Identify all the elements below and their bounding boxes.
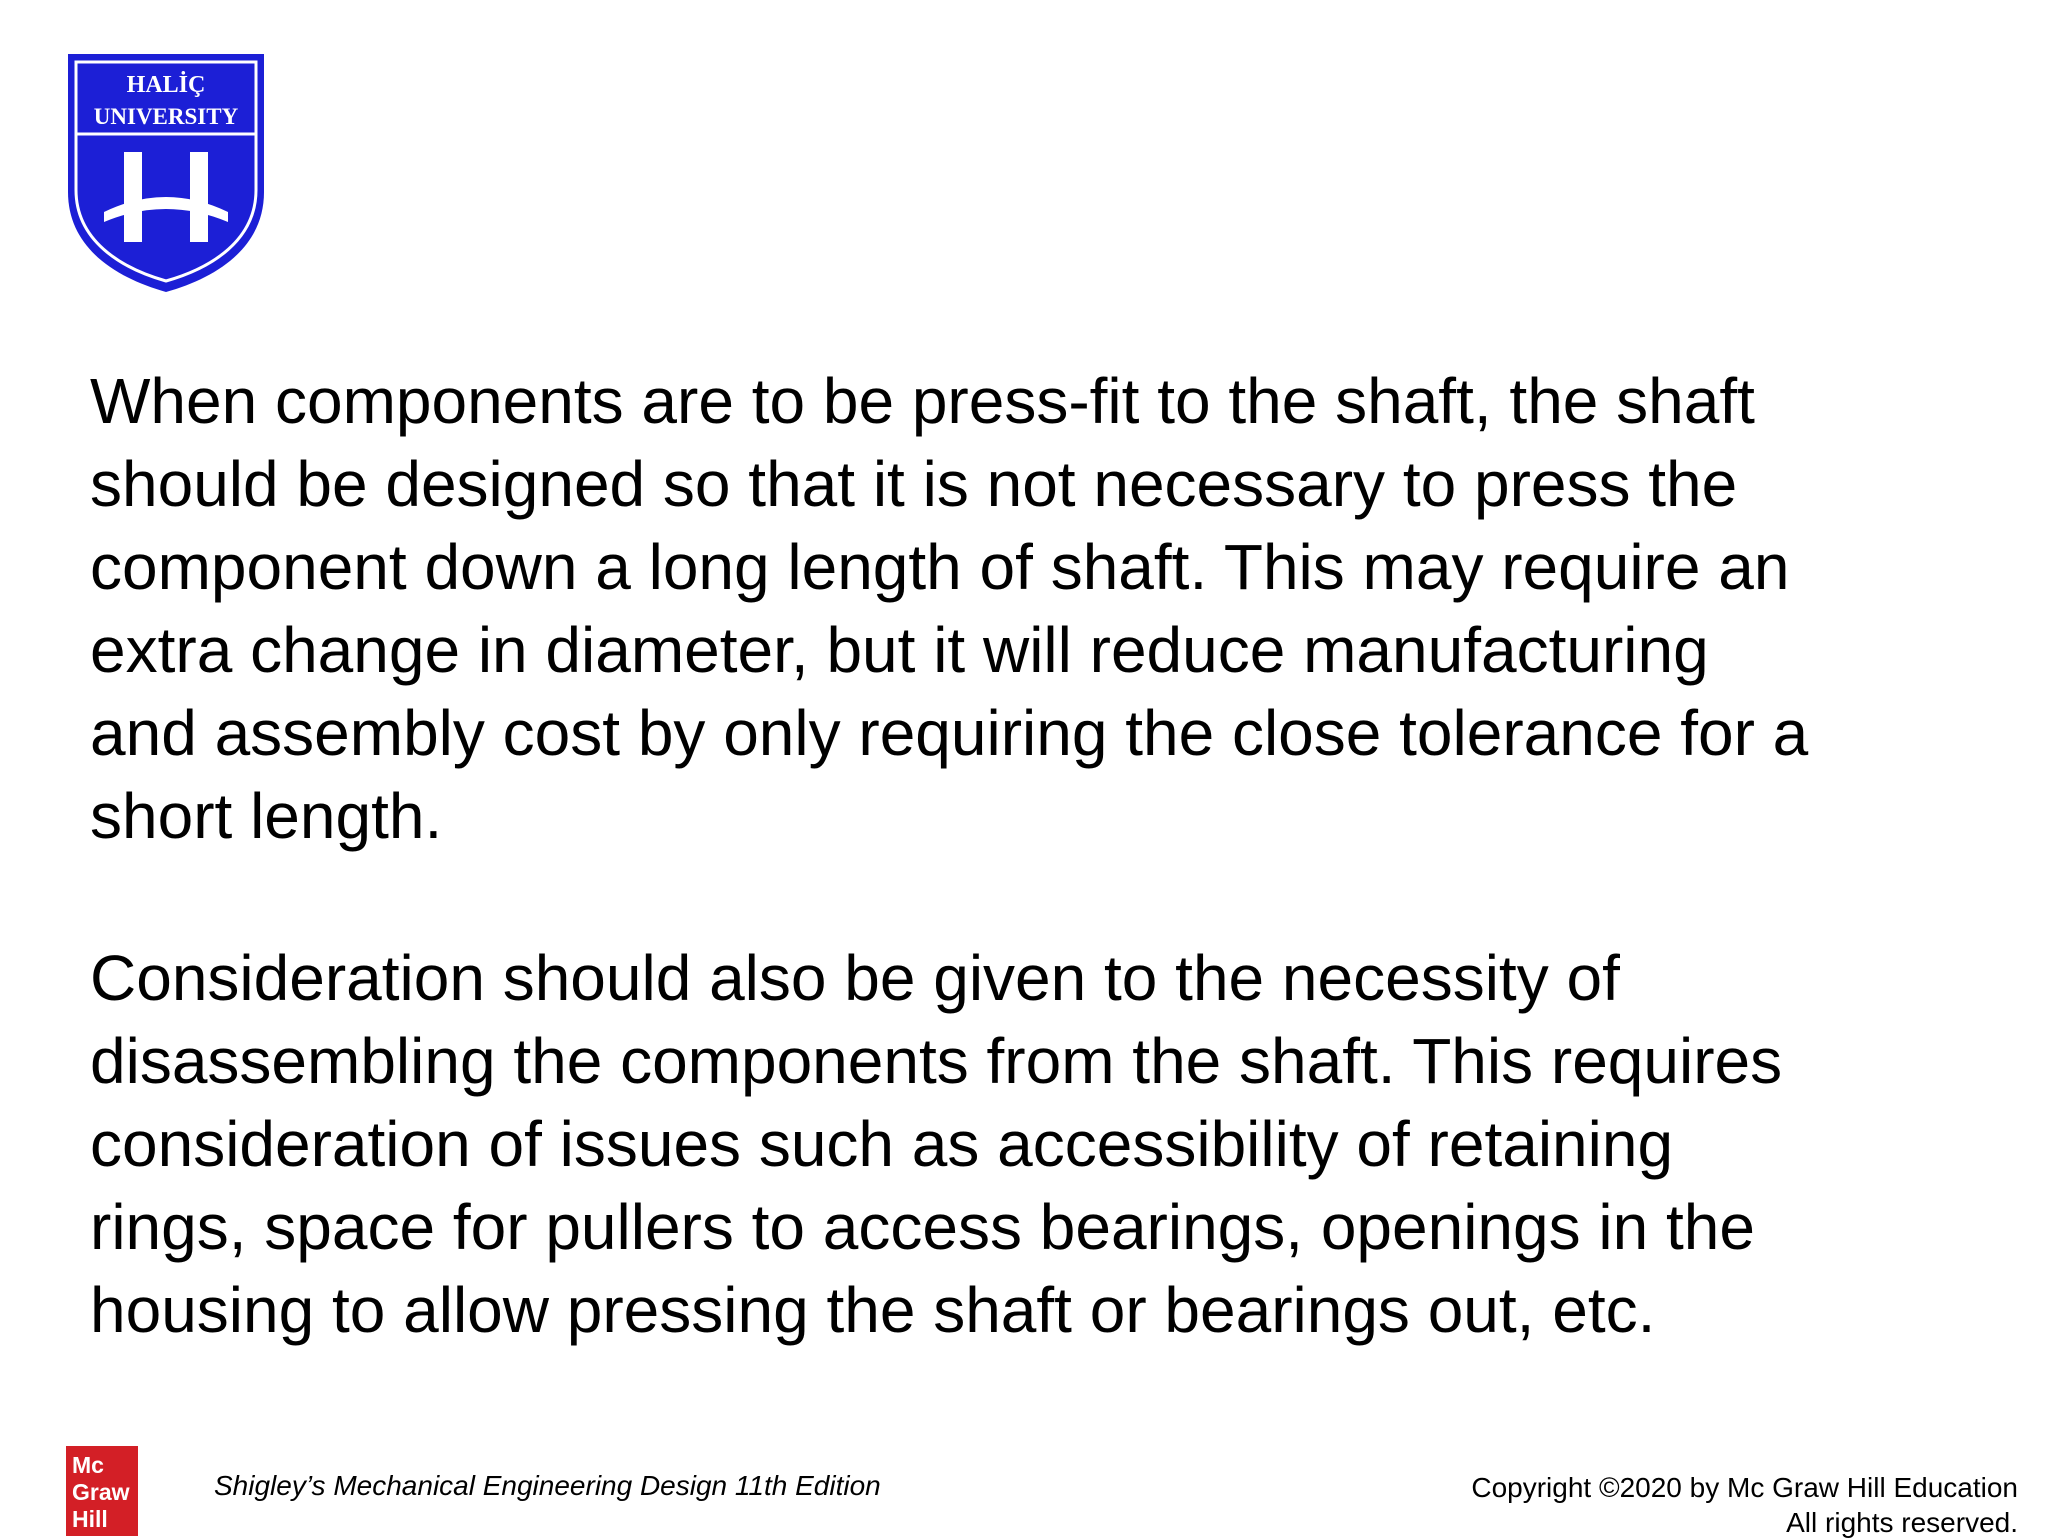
slide-body <box>90 360 1990 1352</box>
logo-line1: HALİÇ <box>126 72 206 98</box>
copyright-line2: All rights reserved. <box>1786 1507 2018 1538</box>
book-title: Shigley’s Mechanical Engineering Design 11th Edition <box>214 1470 881 1501</box>
publisher-logo-line1: Mc <box>72 1452 104 1478</box>
copyright-line1: Copyright ©2020 by Mc Graw Hill Education <box>1471 1472 2018 1503</box>
paragraph-press-fit: When components are to be press-fit to the shaft, the shaft should be designed so that it is not necessary to press the component down a long length of shaft. This may require an extra change in diameter, but it will reduce manufacturing and assembly cost by only requiring the close tolerance for a short length. <box>90 365 1809 852</box>
logo-line2: UNIVERSITY <box>93 104 239 129</box>
paragraph-disassembly: Consideration should also be given to the necessity of disassembling the components from the shaft. This requires consideration of issues such as accessibility of retaining rings, space for pullers to access bearings, openings in the housing to allow pressing the shaft or bearings out, etc. <box>90 942 1783 1346</box>
mcgraw-hill-logo <box>66 1446 138 1536</box>
halic-university-logo <box>66 52 266 294</box>
publisher-logo-line3: Hill <box>72 1506 108 1532</box>
publisher-logo-line2: Graw <box>72 1479 130 1505</box>
copyright-notice <box>1471 1470 2018 1540</box>
